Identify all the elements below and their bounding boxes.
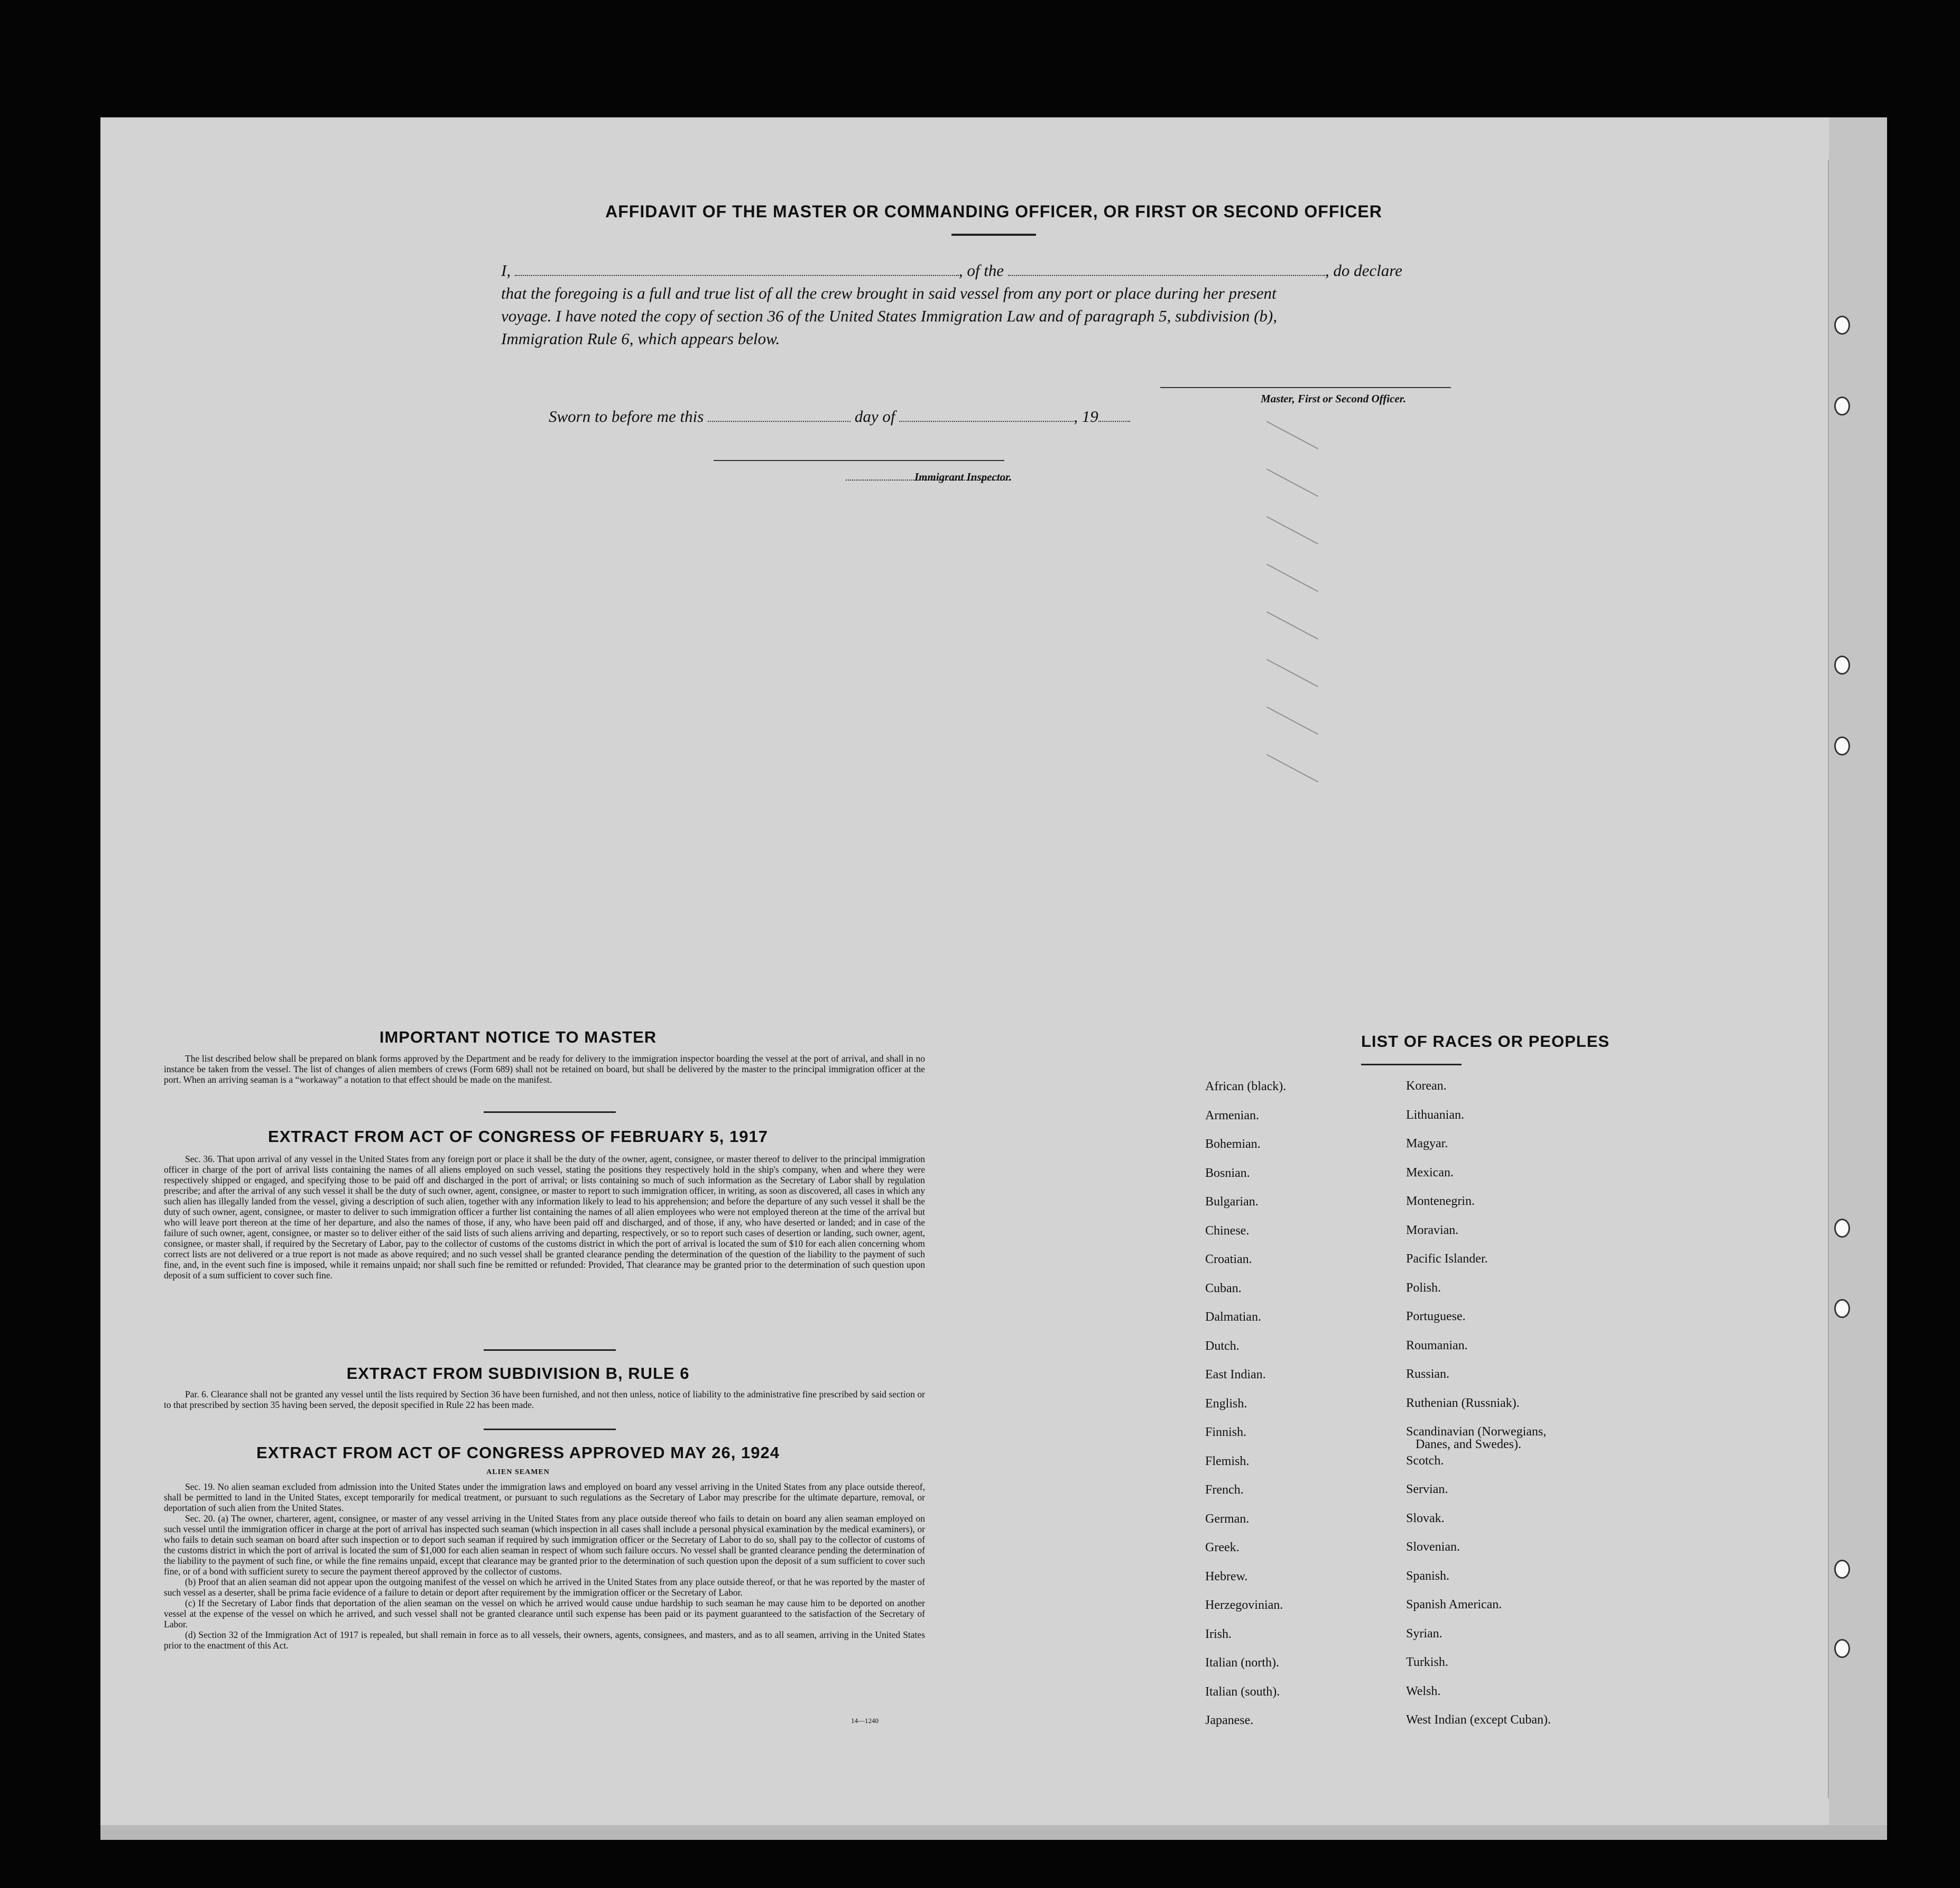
- extract-1917-text: [164, 1154, 925, 1281]
- race-item: Dalmatian.: [1205, 1310, 1261, 1324]
- declaration-line-2: that the foregoing is a full and true list of all the crew brought in said vessel from any port or place during her present: [501, 284, 1277, 302]
- inspector-label: Immigrant Inspector.: [914, 471, 1012, 483]
- race-item: French.: [1205, 1483, 1244, 1497]
- form-number: 14—1240: [851, 1717, 879, 1725]
- binder-hole: [1834, 1219, 1850, 1238]
- race-item: Herzegovinian.: [1205, 1598, 1283, 1612]
- bleed-mark: [1266, 516, 1318, 544]
- vessel-name-blank[interactable]: [1008, 262, 1325, 276]
- inspector-signature-line[interactable]: [714, 460, 1004, 461]
- race-item: Syrian.: [1406, 1626, 1443, 1641]
- master-signature-label: Master, First or Second Officer.: [1261, 392, 1406, 405]
- race-item: Scotch.: [1406, 1453, 1444, 1468]
- extract-rule6-text: [164, 1389, 925, 1410]
- race-item: Slovak.: [1406, 1511, 1445, 1525]
- bleed-mark: [1266, 611, 1318, 639]
- declaration-text: [501, 259, 1601, 350]
- master-signature-line[interactable]: [1160, 387, 1451, 388]
- race-item: Ruthenian (Russniak).: [1406, 1396, 1520, 1410]
- divider: [484, 1429, 616, 1430]
- race-item: Italian (south).: [1205, 1684, 1280, 1699]
- alien-seamen-subtitle: ALIEN SEAMEN: [486, 1468, 550, 1476]
- extract-rule6-paragraph: Par. 6. Clearance shall not be granted any vessel until the lists required by Section 36 have been furnished, and not then unless, notice of liability to the administrative fine prescribed by said section or to that prescribed by section 35 having been served, the deposit specified in Rule 22 has been made.: [164, 1389, 925, 1410]
- sec19-paragraph: Sec. 19. No alien seaman excluded from admission into the United States under the immigration laws and employed on board any vessel arriving in the United States from any place outside thereof, shall be permitted to land in the United States, except temporarily for medical treatment, or pursuant to such regulations as the Secretary of Labor may prescribe for the ultimate departure, removal, or deportation of such alien from the United States.: [164, 1481, 925, 1513]
- sec20d-paragraph: (d) Section 32 of the Immigration Act of 1917 is repealed, but shall remain in force as to all vessels, their owners, agents, consignees, and masters, and as to all seamen, arriving in the United States prior to the enactment of this Act.: [164, 1629, 925, 1651]
- notice-title: IMPORTANT NOTICE TO MASTER: [379, 1028, 657, 1046]
- binder-hole: [1834, 736, 1850, 756]
- race-item: Scandinavian (Norwegians, Danes, and Swedes).: [1406, 1425, 1547, 1451]
- notice-paragraph: The list described below shall be prepared on blank forms approved by the Department and be ready for delivery to the immigration inspector boarding the vessel at the port of arrival, and shall in no instance be taken from the vessel. The list of changes of alien members of crews (Form 689) shall not be retained on board, but shall be delivered by the master to the principal immigration officer at the port. When an arriving seaman is a “workaway” a notation to that effect should be made on the manifest.: [164, 1053, 925, 1085]
- race-item: Greek.: [1205, 1541, 1240, 1554]
- binder-hole: [1834, 1639, 1850, 1658]
- sworn-day-of: day of: [854, 407, 895, 426]
- binder-hole: [1834, 1560, 1850, 1579]
- race-item: Bulgarian.: [1205, 1195, 1259, 1209]
- race-item: Hebrew.: [1205, 1569, 1248, 1583]
- race-item: Magyar.: [1406, 1137, 1448, 1150]
- race-item: African (black).: [1205, 1080, 1287, 1093]
- sec20c-paragraph: (c) If the Secretary of Labor finds that deportation of the alien seaman on the vessel on which he arrived would cause undue hardship to such seaman he may cause him to be deported on another vessel at the expense of the vessel on which he arrived, and such vessel shall not be granted clearance until such expense has been paid or its payment guaranteed to the satisfaction of the Secretary of Labor.: [164, 1598, 925, 1629]
- race-item: Chinese.: [1205, 1223, 1250, 1238]
- race-item: Armenian.: [1205, 1108, 1259, 1122]
- sworn-month-blank[interactable]: [899, 408, 1074, 422]
- race-item: Cuban.: [1205, 1281, 1242, 1295]
- divider: [484, 1349, 616, 1351]
- race-item: Bohemian.: [1205, 1137, 1261, 1151]
- race-item: Finnish.: [1205, 1425, 1247, 1439]
- race-item: English.: [1205, 1396, 1247, 1411]
- race-item: Polish.: [1406, 1281, 1441, 1295]
- race-item: Servian.: [1406, 1482, 1448, 1496]
- races-title-underline: [1361, 1064, 1462, 1065]
- document-page: [100, 117, 1887, 1825]
- declaration-line-1: [501, 259, 1601, 282]
- race-item: Roumanian.: [1406, 1338, 1468, 1352]
- sec20b-paragraph: (b) Proof that an alien seaman did not appear upon the outgoing manifest of the vessel on which he arrived in the United States from any place outside thereof, or that he was reported by the master of such vessel as a deserter, shall be prima facie evidence of a failure to detain or deport after requirement by the immigration officer or the Secretary of Labor.: [164, 1577, 925, 1598]
- extract-1917-paragraph: Sec. 36. That upon arrival of any vessel in the United States from any foreign port or place it shall be the duty of the owner, agent, consignee, or master thereof to deliver to the principal immigration officer in charge of the port of arrival lists containing the names of all aliens employed on such vessel, stating the positions they respectively hold in the ship's company, when and where they were respectively shipped or engaged, and specifying those to be paid off and discharged in the port of arrival; or lists containing so much of such information as the Secretary of Labor shall by regulation prescribe; and after the arrival of any such vessel it shall be the duty of such owner, agent, consignee, or master to report to such immigration officer, in writing, as soon as discovered, all cases in which any such alien has illegally landed from the vessel, giving a description of such alien, together with any information likely to lead to his apprehension; and before the departure of any such vessel it shall be the duty of such owner, agent, consignee, or master to deliver to such immigration officer a further list containing the names of all alien employees who were not employed thereon at the time of the arrival but who will leave port thereon at the time of her departure, and also the names of those, if any, who have been paid off and discharged, and of those, if any, who have deserted or landed; and in case of the failure of such owner, agent, consignee, or master so to deliver either of the said lists of such aliens arriving and departing, respectively, or so to report such cases of desertion or landing, such owner, agent, consignee, or master shall, if required by the Secretary of Labor, pay to the collector of customs of the customs district in which the port of arrival is located the sum of $10 for each alien concerning whom correct lists are not delivered or a true report is not made as above required; and no such vessel shall be granted clearance pending the determination of the question of the liability to the payment of such fine, and, in the event such fine is imposed, while it remains unpaid; nor shall such fine be remitted or refunded: Provided, That clearance may be granted prior to the determination of such question upon deposit of a sum sufficient to cover such fine.: [164, 1154, 925, 1281]
- bleed-mark: [1266, 659, 1318, 687]
- extract-1924-title: EXTRACT FROM ACT OF CONGRESS APPROVED MAY 26, 1924: [256, 1443, 780, 1462]
- race-item: Mexican.: [1406, 1165, 1454, 1180]
- race-item: Dutch.: [1205, 1339, 1240, 1353]
- race-item: East Indian.: [1205, 1368, 1266, 1382]
- race-item: Korean.: [1406, 1079, 1447, 1093]
- sworn-year-blank[interactable]: [1098, 408, 1130, 422]
- bleed-mark: [1266, 706, 1318, 734]
- race-item: Portuguese.: [1406, 1310, 1466, 1323]
- races-title: LIST OF RACES OR PEOPLES: [1361, 1032, 1610, 1051]
- sworn-day-blank[interactable]: [708, 408, 850, 422]
- declaration-line-4: Immigration Rule 6, which appears below.: [501, 329, 780, 348]
- sworn-year: , 19: [1074, 407, 1098, 426]
- race-item: Flemish.: [1205, 1454, 1250, 1468]
- race-item: Japanese.: [1205, 1714, 1254, 1727]
- race-item: Welsh.: [1406, 1684, 1441, 1698]
- declaration-of-the: , of the: [958, 261, 1004, 280]
- race-item: Montenegrin.: [1406, 1194, 1475, 1208]
- race-item: Irish.: [1205, 1627, 1232, 1641]
- race-item: Slovenian.: [1406, 1540, 1460, 1554]
- title-underline: [951, 234, 1036, 236]
- race-item: German.: [1205, 1512, 1250, 1526]
- extract-rule6-title: EXTRACT FROM SUBDIVISION B, RULE 6: [346, 1364, 690, 1383]
- race-item: Italian (north).: [1205, 1656, 1279, 1670]
- binder-hole: [1834, 316, 1850, 335]
- master-name-blank[interactable]: [515, 262, 959, 276]
- sworn-line: [549, 407, 1130, 426]
- binder-hole: [1834, 656, 1850, 675]
- extract-1924-text: [164, 1481, 925, 1651]
- race-item: Pacific Islander.: [1406, 1252, 1488, 1266]
- race-item: Turkish.: [1406, 1655, 1448, 1669]
- race-item: Spanish.: [1406, 1569, 1450, 1583]
- binder-hole: [1834, 1299, 1850, 1318]
- bleed-mark: [1266, 754, 1318, 782]
- divider: [484, 1111, 616, 1113]
- binder-hole: [1834, 397, 1850, 416]
- affidavit-title: AFFIDAVIT OF THE MASTER OR COMMANDING OFFICER, OR FIRST OR SECOND OFFICER: [605, 202, 1382, 221]
- sworn-prefix: Sworn to before me this: [549, 407, 704, 426]
- bleed-mark: [1266, 468, 1318, 496]
- sec20a-paragraph: Sec. 20. (a) The owner, charterer, agent, consignee, or master of any vessel arriving in the United States from any place outside thereof who fails to detain on board any alien seaman employed on such vessel until the immigration officer in charge at the port of arrival has inspected such seaman (which inspection in all cases shall include a personal physical examination by the medical examiners), or who fails to detain such seaman on board after such inspection or to deport such seaman if required by such immigration officer or the Secretary of Labor to do so, shall pay to the collector of customs of the customs district in which the port of arrival is located the sum of $1,000 for each alien seaman in respect of whom such failure occurs. No vessel shall be granted clearance pending the determination of the liability to the payment of such fine, or while the fine remains unpaid, except that clearance may be granted prior to the determination of such question upon the deposit of a sum sufficient to cover such fine, or of a bond with sufficient surety to secure the payment thereof approved by the collector of customs.: [164, 1513, 925, 1577]
- race-item: Bosnian.: [1205, 1166, 1250, 1180]
- declaration-declare: , do declare: [1325, 261, 1402, 280]
- declaration-i: I,: [501, 261, 511, 280]
- extract-1917-title: EXTRACT FROM ACT OF CONGRESS OF FEBRUARY 5, 1917: [268, 1127, 768, 1146]
- page-edge: [100, 1825, 1887, 1840]
- race-item: Russian.: [1406, 1367, 1450, 1381]
- race-item: West Indian (except Cuban).: [1406, 1713, 1551, 1727]
- race-item: Moravian.: [1406, 1223, 1459, 1237]
- declaration-line-3: voyage. I have noted the copy of section 36 of the United States Immigration Law and of paragraph 5, subdivision (b),: [501, 307, 1277, 325]
- race-item: Spanish American.: [1406, 1598, 1502, 1611]
- race-item: Croatian.: [1205, 1252, 1252, 1266]
- race-item: Lithuanian.: [1406, 1108, 1464, 1122]
- bleed-mark: [1266, 564, 1318, 592]
- bleed-mark: [1266, 421, 1318, 449]
- notice-text: [164, 1053, 925, 1085]
